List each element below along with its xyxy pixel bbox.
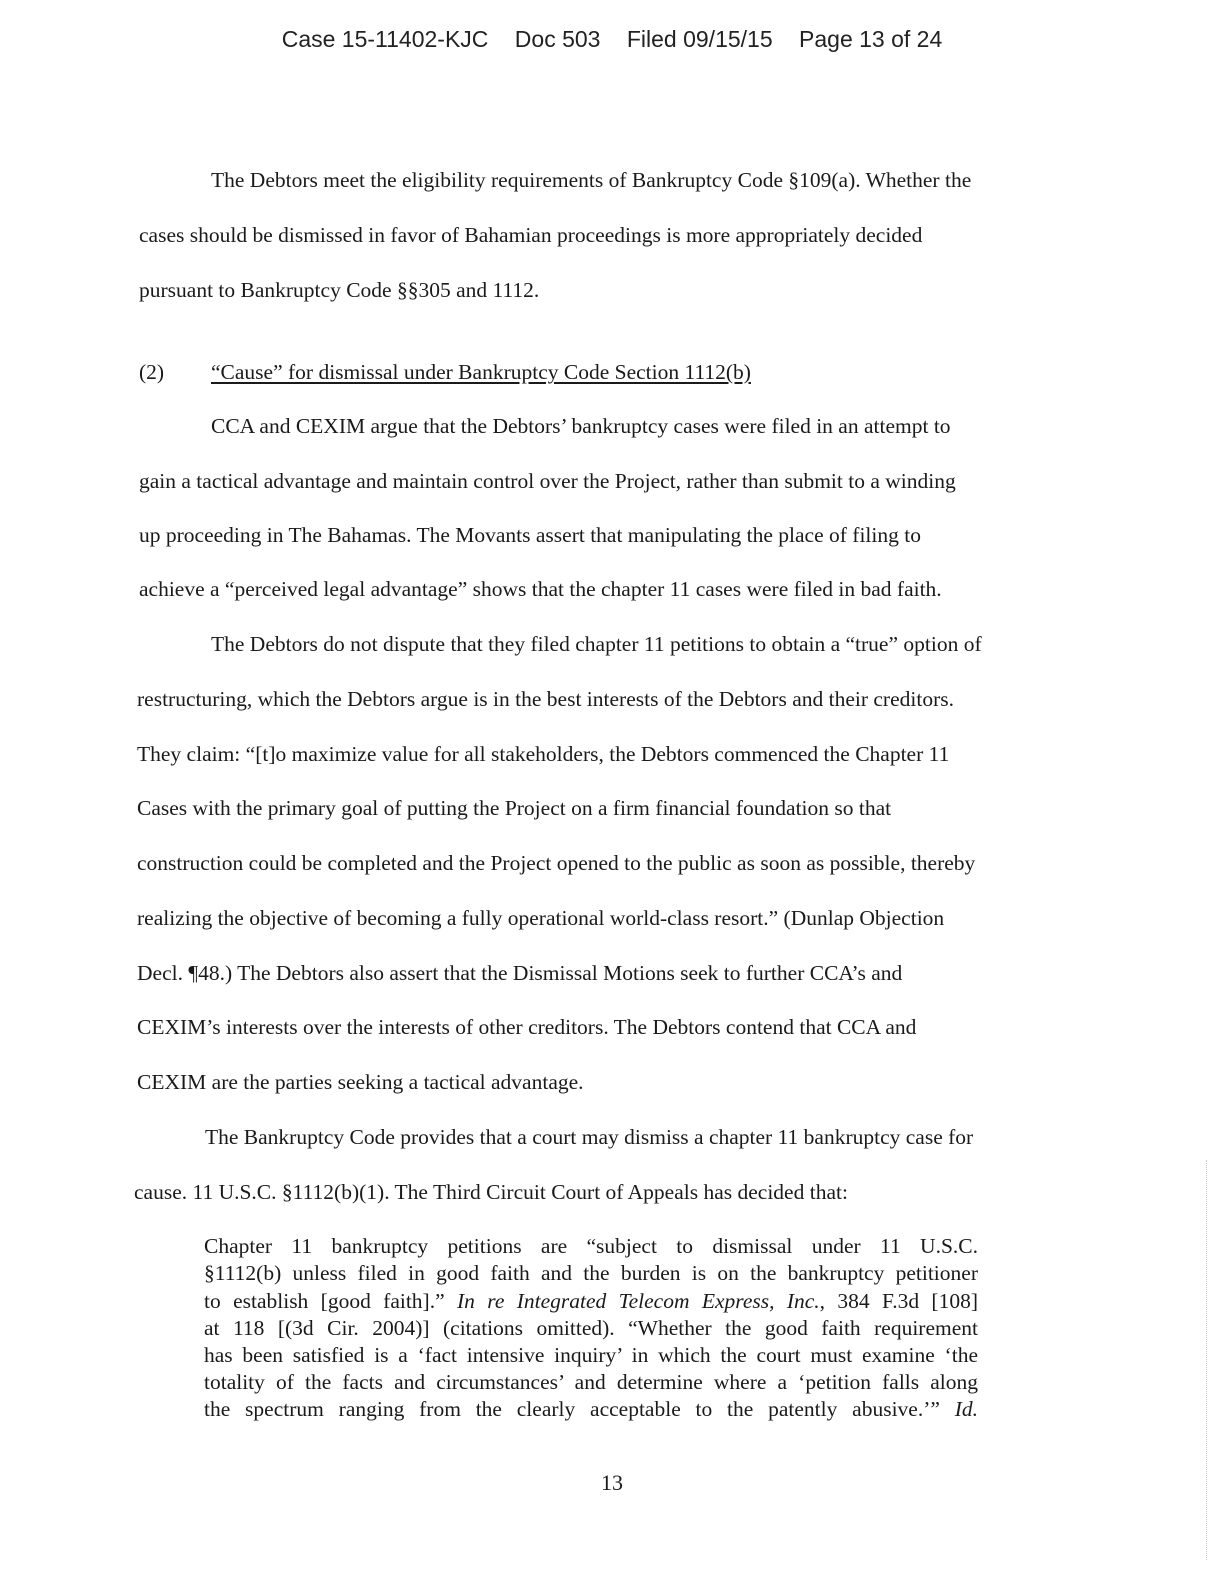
quote-line <box>204 1291 978 1313</box>
scan-edge-mark <box>1206 1160 1208 1560</box>
body-line: pursuant to Bankruptcy Code §§305 and 1112. <box>139 278 540 302</box>
quote-text: the spectrum ranging from the clearly acceptable to the patently abusive.’” <box>204 1397 940 1421</box>
body-line: CEXIM are the parties seeking a tactical advantage. <box>137 1070 584 1094</box>
case-header <box>0 26 1224 53</box>
page-indicator: Page 13 of 24 <box>799 26 943 52</box>
body-line: CCA and CEXIM argue that the Debtors’ bankruptcy cases were filed in an attempt to <box>211 414 951 438</box>
case-citation: In re Integrated Telecom Express, Inc. <box>457 1289 820 1313</box>
page-number: 13 <box>601 1470 623 1495</box>
body-line: CEXIM’s interests over the interests of other creditors. The Debtors contend that CCA and <box>137 1015 917 1039</box>
body-line: up proceeding in The Bahamas. The Movants assert that manipulating the place of filing to <box>139 523 921 547</box>
quote-line: at 118 [(3d Cir. 2004)] (citations omitted). “Whether the good faith requirement <box>204 1316 978 1340</box>
filed-date: Filed 09/15/15 <box>626 26 773 52</box>
quote-line: has been satisfied is a ‘fact intensive inquiry’ in which the court must examine ‘the <box>204 1343 978 1367</box>
body-line: They claim: “[t]o maximize value for all stakeholders, the Debtors commenced the Chapter 11 <box>137 742 950 766</box>
body-line: construction could be completed and the Project opened to the public as soon as possible, thereby <box>137 851 976 875</box>
quote-line: Chapter 11 bankruptcy petitions are “subject to dismissal under 11 U.S.C. <box>204 1234 978 1258</box>
doc-number: Doc 503 <box>514 26 601 52</box>
body-line: restructuring, which the Debtors argue is in the best interests of the Debtors and their creditors. <box>137 687 954 711</box>
body-line: Cases with the primary goal of putting the Project on a firm financial foundation so that <box>137 796 892 820</box>
body-line: achieve a “perceived legal advantage” shows that the chapter 11 cases were filed in bad faith. <box>139 577 942 601</box>
quote-line: totality of the facts and circumstances’ and determine where a ‘petition falls along <box>204 1370 978 1394</box>
body-line: The Debtors do not dispute that they filed chapter 11 petitions to obtain a “true” option of <box>211 632 982 656</box>
quote-line <box>204 1399 978 1421</box>
id-citation: Id. <box>954 1397 979 1421</box>
body-line: Decl. ¶48.) The Debtors also assert that the Dismissal Motions seek to further CCA’s and <box>137 961 903 985</box>
body-line: gain a tactical advantage and maintain control over the Project, rather than submit to a winding <box>139 469 956 493</box>
body-line: The Debtors meet the eligibility requirements of Bankruptcy Code §109(a). Whether the <box>211 168 972 192</box>
case-number: Case 15-11402-KJC <box>281 26 489 52</box>
body-line: The Bankruptcy Code provides that a court may dismiss a chapter 11 bankruptcy case for <box>205 1125 974 1149</box>
section-number: (2) <box>139 360 165 384</box>
body-line: cases should be dismissed in favor of Bahamian proceedings is more appropriately decided <box>139 223 923 247</box>
quote-line: §1112(b) unless filed in good faith and the burden is on the bankruptcy petitioner <box>204 1261 978 1285</box>
body-line: cause. 11 U.S.C. §1112(b)(1). The Third Circuit Court of Appeals has decided that: <box>134 1180 848 1204</box>
quote-text: , 384 F.3d [108] <box>819 1289 979 1313</box>
body-line: realizing the objective of becoming a fully operational world-class resort.” (Dunlap Objection <box>137 906 945 930</box>
section-heading: “Cause” for dismissal under Bankruptcy Code Section 1112(b) <box>211 360 751 384</box>
quote-text: to establish [good faith].” <box>204 1289 445 1313</box>
